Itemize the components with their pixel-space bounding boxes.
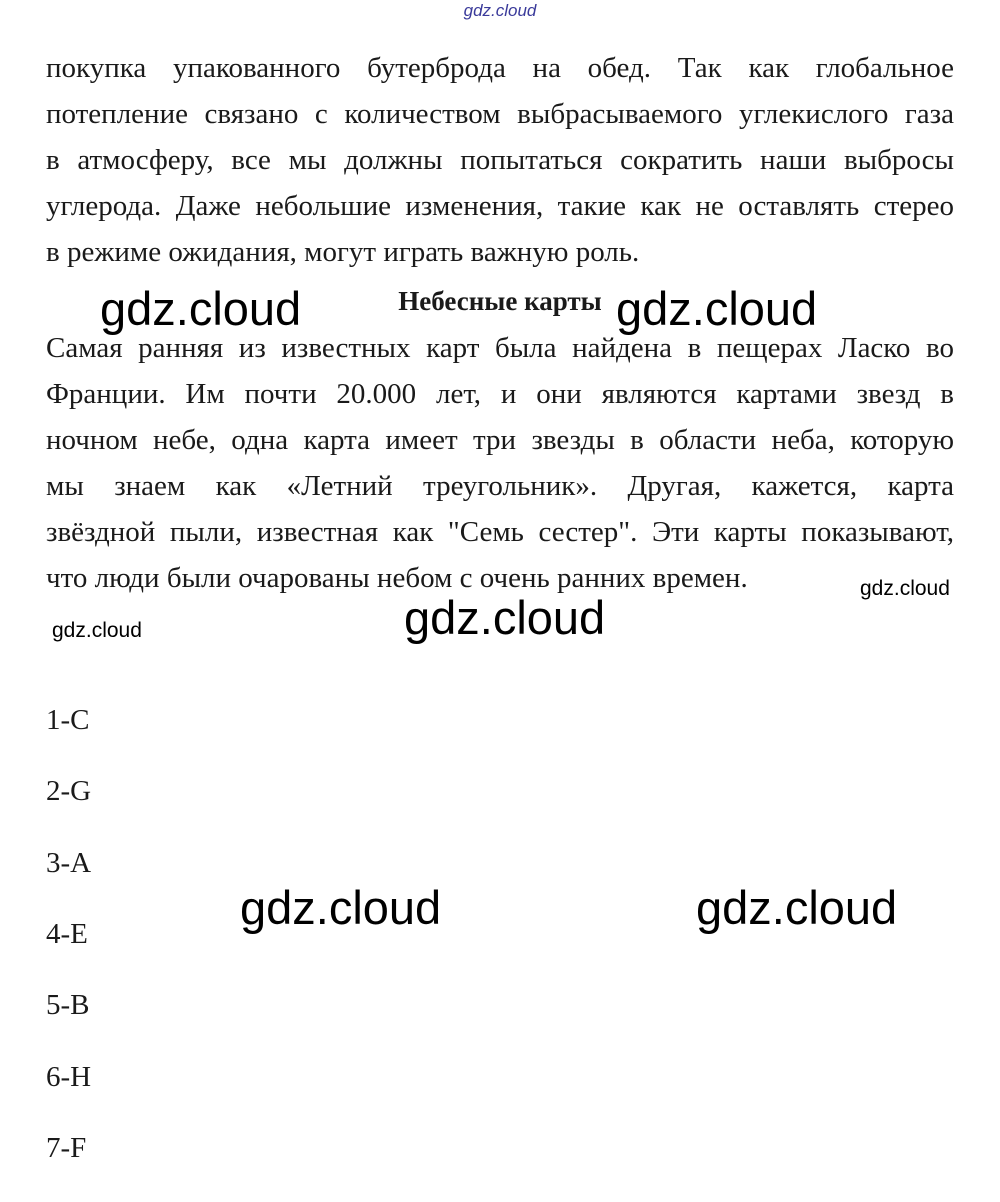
watermark-middle-right: gdz.cloud <box>696 881 898 934</box>
watermark-heading-left: gdz.cloud <box>100 282 302 335</box>
watermark-middle-left: gdz.cloud <box>240 881 442 934</box>
paragraph1-line: в атмосферу, все мы должны попытаться сократить наши выбросы <box>46 144 954 176</box>
answer-item: 6-H <box>46 1061 92 1093</box>
paragraph2-line: Самая ранняя из известных карт была найдена в пещерах Ласко во <box>46 332 954 364</box>
watermark-heading-right: gdz.cloud <box>616 282 818 335</box>
answer-item: 5-B <box>46 989 90 1021</box>
answer-item: 7-F <box>46 1132 87 1164</box>
paragraph2-line: Франции. Им почти 20.000 лет, и они являются картами звезд в <box>46 378 954 410</box>
paragraph2-line: мы знаем как «Летний треугольник». Другая, кажется, карта <box>46 470 954 502</box>
paragraph2-line: ночном небе, одна карта имеет три звезды в области неба, которую <box>46 424 954 456</box>
paragraph2-line: что люди были очарованы небом с очень ранних времен. <box>46 562 748 594</box>
watermark-left-small: gdz.cloud <box>52 619 142 642</box>
answer-item: 1-C <box>46 704 90 736</box>
answer-item: 2-G <box>46 775 92 807</box>
paragraph2-line: звёздной пыли, известная как "Семь сестер". Эти карты показывают, <box>46 516 954 548</box>
watermark-top: gdz.cloud <box>463 1 537 20</box>
paragraph1-line: потепление связано с количеством выбрасываемого углекислого газа <box>46 98 954 130</box>
answer-item: 4-E <box>46 918 88 950</box>
answer-item: 3-A <box>46 847 92 879</box>
section-heading: Небесные карты <box>398 286 602 316</box>
paragraph1-line: в режиме ожидания, могут играть важную роль. <box>46 236 640 268</box>
watermark-right-small: gdz.cloud <box>860 577 950 600</box>
paragraph1-line: углерода. Даже небольшие изменения, такие как не оставлять стерео <box>46 190 954 222</box>
watermark-center: gdz.cloud <box>404 591 606 644</box>
paragraph1-line: покупка упакованного бутерброда на обед. Так как глобальное <box>46 52 954 84</box>
